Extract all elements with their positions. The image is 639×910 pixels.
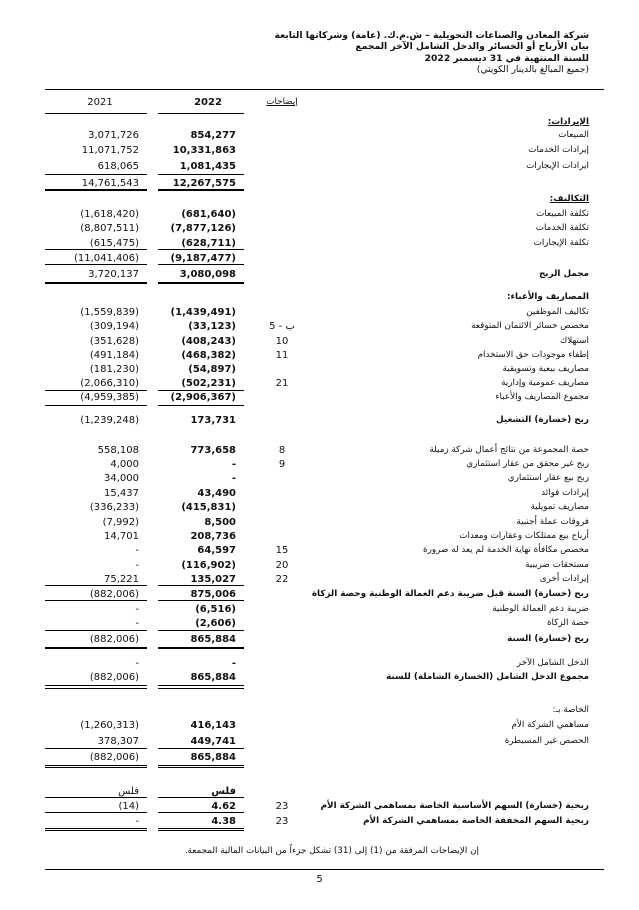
statement-row (0, 349, 639, 362)
total-rule (45, 828, 147, 829)
value-2021: - (135, 560, 139, 571)
statement-period: للسنة المنتهية في 31 ديسمبر 2022 (424, 52, 589, 64)
value-2021: (4,959,385) (80, 392, 139, 403)
row-label: مصاريف بيعية وتسويقية (502, 364, 589, 374)
row-label: أرباح بيع ممتلكات وعقارات ومعدات (459, 531, 589, 541)
note-ref: 20 (275, 560, 289, 571)
value-2021: (14) (118, 801, 139, 812)
value-2022: (7,877,126) (170, 223, 236, 234)
row-label: فروقات عملة أجنبية (516, 517, 589, 527)
value-2021: (1,239,248) (80, 415, 139, 426)
row-label: مجموع المصاريف والأعباء (495, 392, 589, 402)
statement-row (0, 458, 639, 471)
value-2022: (415,831) (181, 502, 236, 513)
value-2021: 618,065 (97, 161, 139, 172)
row-label: ربح غير محقق من عقار استثماري (466, 459, 589, 469)
row-label: مساهمي الشركة الأم (511, 720, 589, 730)
value-2021: 3,071,726 (88, 130, 139, 141)
footer-note: إن الإيضاحات المرفقة من (1) إلى (31) تشكل جزءاً من البيانات المالية المجمعة. (184, 846, 479, 856)
row-label: مصاريف عمومية وإدارية (501, 378, 589, 388)
row-label: المبيعات (558, 130, 589, 140)
value-2022: (9,187,477) (170, 253, 236, 264)
value-2022: 8,500 (204, 517, 236, 528)
statement-row (0, 363, 639, 376)
value-2022: 135,027 (190, 574, 236, 585)
statement-row (0, 487, 639, 500)
value-2022: (468,382) (181, 350, 236, 361)
value-2021: 378,307 (97, 736, 139, 747)
statement-row (0, 530, 639, 543)
value-2022: 12,267,575 (172, 178, 236, 189)
statement-row (0, 704, 639, 717)
value-2021: (491,184) (89, 350, 139, 361)
statement-row (0, 377, 639, 390)
total-rule (45, 812, 147, 813)
total-rule (45, 830, 147, 831)
row-label: الدخل الشامل الآخر (516, 658, 589, 668)
footer-divider (45, 869, 604, 870)
total-rule (158, 264, 244, 265)
value-2021: - (135, 658, 139, 669)
value-2021: (336,233) (89, 502, 139, 513)
statement-row (0, 516, 639, 529)
row-label: حصة المجموعة من نتائج أعمال شركة زميلة (429, 445, 589, 455)
statement-row (0, 633, 639, 646)
total-rule (158, 797, 244, 798)
statement-row (0, 306, 639, 319)
value-2021: 11,071,752 (81, 145, 139, 156)
value-2022: فلس (211, 786, 236, 797)
value-2021: (1,559,839) (80, 307, 139, 318)
value-2022: (6,516) (195, 604, 236, 615)
note-ref: 11 (275, 350, 289, 361)
row-label: الحصص غير المسيطرة (504, 736, 589, 746)
total-rule (158, 249, 244, 250)
currency-note: (جميع المبالغ بالدينار الكويتي) (476, 64, 589, 76)
statement-row (0, 208, 639, 221)
row-label: ضريبة دعم العمالة الوطنية (492, 604, 589, 614)
value-2022: 10,331,863 (172, 145, 236, 156)
value-2021: (8,807,511) (80, 223, 139, 234)
value-2021: - (135, 816, 139, 827)
value-2021: (882,006) (89, 752, 139, 763)
total-rule (45, 600, 147, 601)
total-rule (45, 174, 147, 175)
total-rule (45, 390, 147, 391)
value-2021: - (135, 618, 139, 629)
row-label: تكاليف الموظفين (526, 307, 589, 317)
value-2021: 15,437 (104, 488, 139, 499)
row-label: ربح (خسارة) السنة قبل ضريبة دعم العمالة الوطنية وحصة الزكاة (311, 589, 589, 599)
statement-row (0, 501, 639, 514)
statement-row (0, 751, 639, 764)
value-2021: (351,628) (89, 336, 139, 347)
total-rule (158, 748, 244, 749)
total-rule (45, 630, 147, 631)
total-rule (158, 600, 244, 601)
total-rule (45, 585, 147, 586)
value-2022: 208,736 (190, 531, 236, 542)
row-label: مجموع الدخل الشامل (الخسارة الشاملة) للسنة (386, 672, 589, 682)
company-name: شركة المعادن والصناعات التحويلية – ش.م.ك. (عامة) وشركاتها التابعة (274, 30, 589, 41)
value-2022: - (231, 459, 236, 470)
statement-row (0, 603, 639, 616)
value-2021: 14,761,543 (81, 178, 139, 189)
value-2022: 64,597 (197, 545, 236, 556)
value-2021: (7,992) (102, 517, 139, 528)
note-ref: 23 (275, 816, 289, 827)
value-2022: 773,658 (190, 445, 236, 456)
value-2021: (882,006) (89, 589, 139, 600)
statement-row (0, 116, 639, 129)
page-number: 5 (316, 874, 323, 885)
row-label: المصاريف والأعباء: (506, 292, 589, 302)
total-rule (158, 630, 244, 631)
value-2021: (1,260,313) (80, 720, 139, 731)
total-rule (45, 282, 147, 284)
total-rule (45, 189, 147, 191)
value-2021: 3,720,137 (88, 269, 139, 280)
value-2021: 14,701 (104, 531, 139, 542)
statement-row (0, 160, 639, 173)
row-label: مخصص مكافأة نهاية الخدمة لم يعد له ضرورة (423, 545, 589, 555)
total-rule (45, 264, 147, 265)
total-rule (158, 282, 244, 284)
value-2022: (2,606) (195, 618, 236, 629)
total-rule (158, 585, 244, 586)
note-ref: 8 (278, 445, 286, 456)
value-2022: (502,231) (181, 378, 236, 389)
total-rule (158, 828, 244, 829)
total-rule (158, 812, 244, 813)
column-header-2022: 2022 (194, 97, 222, 108)
value-2021: (882,006) (89, 672, 139, 683)
value-2021: - (135, 604, 139, 615)
row-label: ايرادات الإيجارات (526, 161, 589, 171)
row-label: تكلفة المبيعات (536, 209, 589, 219)
column-header-notes: إيضاحات (266, 97, 298, 107)
row-label: إيرادات أخرى (539, 574, 589, 584)
value-2022: (408,243) (181, 336, 236, 347)
row-label: مخصص خسائر الائتمان المتوقعة (471, 321, 589, 331)
value-2022: 4.62 (211, 801, 236, 812)
statement-row (0, 129, 639, 142)
row-label: الخاصة بـ: (552, 705, 589, 715)
value-2021: 34,000 (104, 473, 139, 484)
total-rule (45, 685, 147, 686)
total-rule (45, 765, 147, 766)
statement-row (0, 735, 639, 748)
note-ref: 9 (278, 459, 286, 470)
row-label: ربح بيع عقار استثماري (507, 473, 589, 483)
total-rule (45, 748, 147, 749)
total-rule (158, 830, 244, 831)
col-underline-2022 (158, 113, 244, 114)
statement-row (0, 617, 639, 630)
column-header-2021: 2021 (87, 97, 113, 108)
header-divider (45, 89, 604, 90)
statement-row (0, 335, 639, 348)
row-label: استهلاك (559, 336, 589, 346)
row-label: ربح (خسارة) التشغيل (496, 415, 589, 425)
value-2021: 4,000 (110, 459, 139, 470)
value-2021: (181,230) (89, 364, 139, 375)
note-ref: 22 (275, 574, 289, 585)
total-rule (158, 685, 244, 686)
total-rule (158, 390, 244, 391)
value-2022: - (231, 473, 236, 484)
row-label: تكلفة الإيجارات (533, 238, 589, 248)
row-label: التكاليف: (549, 194, 589, 204)
value-2021: 558,108 (97, 445, 139, 456)
total-rule (158, 189, 244, 191)
value-2021: (615,475) (89, 238, 139, 249)
note-ref: 21 (275, 378, 289, 389)
total-rule (158, 688, 244, 689)
row-label: حصة الزكاة (546, 618, 589, 628)
value-2022: 173,731 (190, 415, 236, 426)
statement-row (0, 444, 639, 457)
statement-row (0, 815, 639, 828)
value-2022: 416,143 (190, 720, 236, 731)
row-label: تكلفة الخدمات (535, 223, 589, 233)
value-2022: 854,277 (190, 130, 236, 141)
row-label: ربح (خسارة) السنة (507, 634, 589, 644)
value-2021: (11,041,406) (73, 253, 139, 264)
value-2022: 43,490 (197, 488, 236, 499)
value-2022: (33,123) (188, 321, 236, 332)
value-2022: 4.38 (211, 816, 236, 827)
value-2021: فلس (118, 786, 139, 797)
value-2022: 1,081,435 (179, 161, 236, 172)
total-rule (158, 174, 244, 175)
value-2022: (628,711) (181, 238, 236, 249)
value-2021: (1,618,420) (80, 209, 139, 220)
value-2022: - (231, 658, 236, 669)
statement-row (0, 222, 639, 235)
note-ref: 10 (275, 336, 289, 347)
total-rule (158, 765, 244, 766)
statement-row (0, 144, 639, 157)
row-label: إيرادات الخدمات (528, 145, 589, 155)
row-label: إيرادات فوائد (541, 488, 589, 498)
row-label: مجمل الربح (538, 269, 589, 279)
statement-row (0, 719, 639, 732)
statement-row (0, 268, 639, 281)
total-rule (158, 767, 244, 768)
total-rule (45, 797, 147, 798)
value-2022: (1,439,491) (170, 307, 236, 318)
value-2021: (882,006) (89, 634, 139, 645)
total-rule (158, 405, 244, 406)
value-2022: 449,741 (190, 736, 236, 747)
total-rule (158, 647, 244, 649)
value-2021: (309,194) (89, 321, 139, 332)
value-2022: 865,884 (190, 634, 236, 645)
total-rule (45, 688, 147, 689)
statement-row (0, 320, 639, 333)
statement-row (0, 291, 639, 304)
value-2022: 865,884 (190, 752, 236, 763)
row-label: إطفاء موجودات حق الاستخدام (477, 350, 589, 360)
note-ref: 15 (275, 545, 289, 556)
note-ref: 5 - ب (269, 321, 295, 332)
value-2022: 865,884 (190, 672, 236, 683)
value-2022: (116,902) (181, 560, 236, 571)
value-2021: (2,066,310) (80, 378, 139, 389)
row-label: الإيرادات: (547, 117, 589, 127)
statement-row (0, 391, 639, 404)
statement-title: بيان الأرباح أو الخسائر والدخل الشامل الآخر المجمع (355, 41, 589, 53)
total-rule (45, 647, 147, 649)
value-2022: (681,640) (181, 209, 236, 220)
statement-row (0, 414, 639, 427)
total-rule (45, 249, 147, 250)
row-label: مستحقات ضريبية (525, 560, 589, 570)
total-rule (45, 767, 147, 768)
statement-row (0, 544, 639, 557)
total-rule (45, 405, 147, 406)
col-underline-2021 (45, 113, 147, 114)
note-ref: 23 (275, 801, 289, 812)
row-label: مصاريف تمويلية (530, 502, 589, 512)
statement-row (0, 559, 639, 572)
statement-header (269, 30, 589, 76)
value-2022: 875,006 (190, 589, 236, 600)
value-2022: (54,897) (188, 364, 236, 375)
statement-row (0, 671, 639, 684)
statement-row (0, 193, 639, 206)
value-2021: 75,221 (104, 574, 139, 585)
value-2022: (2,906,367) (170, 392, 236, 403)
row-label: ربحية السهم المخففة الخاصة بمساهمي الشركة الأم (363, 816, 589, 826)
statement-row (0, 657, 639, 670)
value-2021: - (135, 545, 139, 556)
value-2022: 3,080,098 (179, 269, 236, 280)
row-label: ربحية (خسارة) السهم الأساسية الخاصة بمساهمي الشركة الأم (320, 801, 589, 811)
statement-row (0, 472, 639, 485)
